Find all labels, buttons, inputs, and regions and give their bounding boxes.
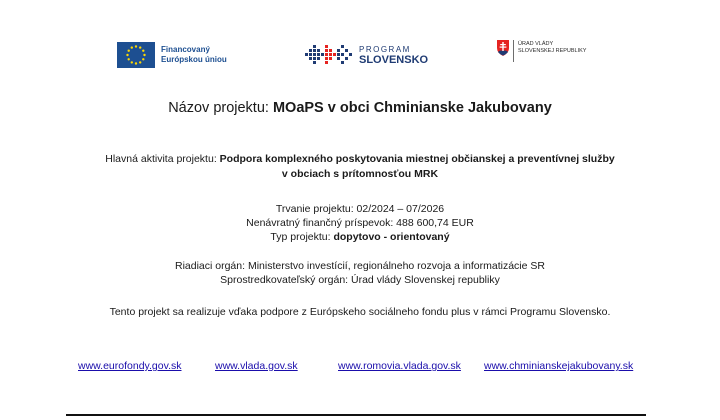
eu-funding-logo <box>117 42 227 68</box>
logo-bar <box>0 40 720 74</box>
activity-value-line2: v obciach s prítomnosťou MRK <box>281 168 439 180</box>
activity-label: Hlavná aktivita projektu: <box>105 153 217 165</box>
program-slovensko-logo <box>303 40 428 70</box>
project-title <box>0 100 720 116</box>
project-name-value: MOaPS v obci Chminianske Jakubovany <box>272 100 552 116</box>
authorities <box>0 259 720 287</box>
urad-line1: ÚRAD VLÁDY <box>518 41 554 47</box>
project-name-label: Názov projektu: <box>168 100 269 116</box>
project-info <box>0 100 720 319</box>
managing-authority: Riadiaci orgán: Ministerstvo investícií, regionálneho rozvoja a informatizácie SR <box>174 260 545 272</box>
funding-note: Tento projekt sa realizuje vďaka podpore z Európskeho sociálneho fondu plus v rámci Programu Slovensko. <box>109 306 611 318</box>
project-grant: Nenávratný finančný príspevok: 488 600,74 EUR <box>246 217 474 229</box>
link-romovia[interactable]: www.romovia.vlada.gov.sk <box>338 360 461 372</box>
eu-text-line1: Financovaný <box>161 45 210 54</box>
project-type <box>0 230 720 244</box>
project-duration: Trvanie projektu: 02/2024 – 07/2026 <box>275 203 445 215</box>
activity-value-line1: Podpora komplexného poskytovania miestnej občianskej a preventívnej služby <box>219 153 615 165</box>
bottom-divider <box>66 414 646 416</box>
eu-funding-text <box>161 45 227 65</box>
link-chminianskejakubovany[interactable]: www.chminianskejakubovany.sk <box>484 360 634 372</box>
main-activity <box>0 152 720 182</box>
project-type-value: dopytovo - orientovaný <box>333 231 450 243</box>
program-slovensko-mark-icon <box>303 40 355 70</box>
slovensko-label: SLOVENSKO <box>359 54 429 66</box>
program-slovensko-text <box>359 44 428 66</box>
program-label: PROGRAM <box>359 45 411 54</box>
eu-flag-icon <box>117 42 155 68</box>
urad-vlady-logo <box>497 40 586 62</box>
link-row <box>0 360 720 376</box>
urad-line2: SLOVENSKEJ REPUBLIKY <box>518 48 587 54</box>
logo-divider <box>513 40 514 62</box>
eu-text-line2: Európskou úniou <box>161 55 227 64</box>
project-type-label: Typ projektu: <box>270 231 331 243</box>
intermediate-body: Sprostredkovateľský orgán: Úrad vlády Slovenskej republiky <box>220 274 500 286</box>
link-eurofondy[interactable]: www.eurofondy.gov.sk <box>78 360 182 372</box>
project-details <box>0 202 720 244</box>
urad-vlady-text <box>518 40 586 55</box>
link-vlada[interactable]: www.vlada.gov.sk <box>215 360 298 372</box>
slovak-coat-of-arms-icon <box>497 40 509 56</box>
